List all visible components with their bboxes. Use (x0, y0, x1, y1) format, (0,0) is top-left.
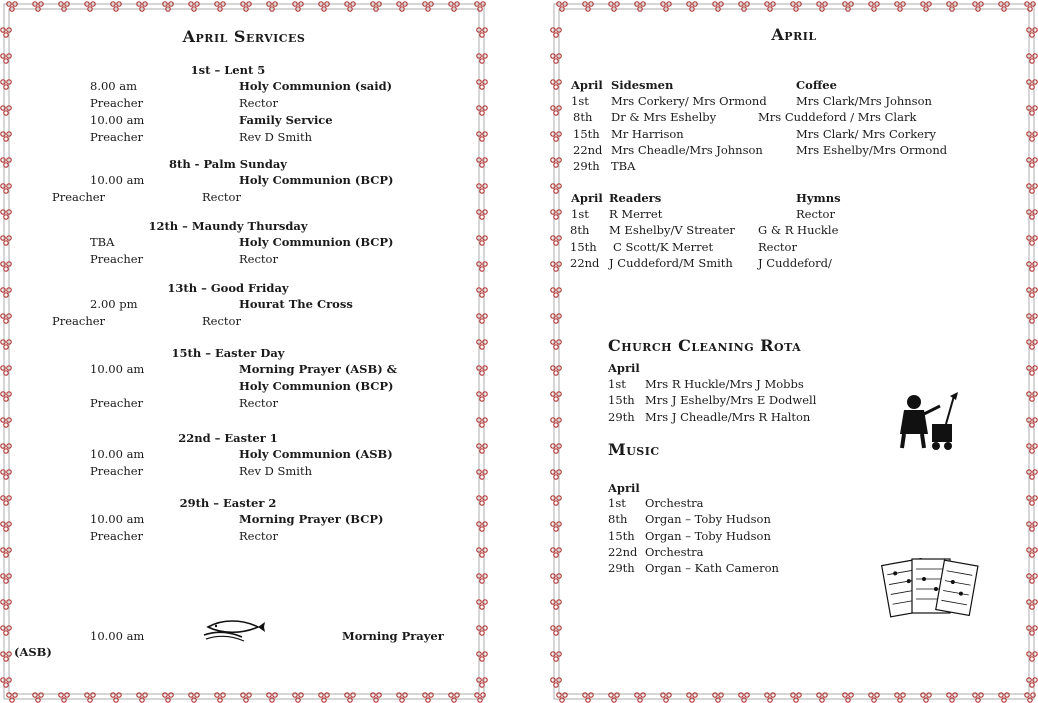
service-name: Rev D Smith (239, 464, 312, 478)
music-month: April (608, 481, 640, 495)
sidesmen-cell: Mrs Cheadle/Mrs Johnson (611, 142, 763, 157)
service-time: TBA (90, 235, 115, 249)
service-time: Preacher (90, 396, 144, 410)
fish-icon (202, 617, 266, 643)
readers-cell: 22nd (570, 255, 600, 270)
readers-cell: C Scott/K Merret (613, 239, 714, 254)
service-date: 13th – Good Friday (167, 281, 289, 295)
music-date: 22nd (608, 544, 638, 559)
cleaning-date: 1st (608, 377, 626, 391)
sidesmen-cell: Mrs Eshelby/Mrs Ormond (796, 142, 948, 157)
readers-cell: 8th (570, 223, 590, 238)
service-name: Holy Communion (BCP) (239, 173, 394, 187)
music-name: Organ – Toby Hudson (645, 528, 771, 543)
sidesmen-cell: 1st (571, 94, 589, 108)
cleaning-date: 15th (608, 393, 635, 408)
service-date: 29th – Easter 2 (179, 496, 277, 510)
sidesmen-cell: Mrs Clark/ Mrs Corkery (796, 126, 936, 141)
readers-cell: G & R Huckle (758, 223, 839, 238)
page-title: April Services (182, 27, 306, 46)
service-time: 2.00 pm (90, 297, 138, 311)
cleaning-name: Mrs R Huckle/Mrs J Mobbs (645, 377, 804, 391)
service-name: Rector (239, 529, 278, 543)
sidesmen-cell: Mrs Clark/Mrs Johnson (796, 94, 932, 108)
readers-cell: M Eshelby/V Streater (609, 223, 735, 238)
readers-cell: R Merret (609, 207, 663, 221)
readers-cell: 1st (571, 207, 589, 221)
readers-cell: J Cuddeford/ (758, 255, 832, 270)
service-time: Preacher (52, 314, 106, 328)
sidesmen-cell: Mr Harrison (611, 126, 684, 141)
cleaning-title: Church Cleaning Rota (608, 336, 802, 355)
cleaning-month: April (608, 361, 640, 375)
service-time: 10.00 am (90, 113, 145, 127)
readers-cell: Rector (796, 207, 835, 221)
page-title: April (771, 25, 817, 44)
readers-cell: 15th (570, 239, 597, 254)
service-name: Rector (239, 396, 278, 410)
service-time: 8.00 am (90, 79, 138, 93)
music-date: 29th (608, 561, 635, 576)
music-title: Music (608, 440, 660, 459)
readers-cell: J Cuddeford/M Smith (609, 255, 733, 270)
readers-cell: Rector (758, 239, 797, 254)
footer-service: Morning Prayer (342, 629, 444, 643)
sidesmen-cell: Dr & Mrs Eshelby (611, 110, 717, 125)
rota-page (550, 0, 1038, 703)
sheet-music-icon (880, 553, 980, 619)
service-name: Rector (239, 252, 278, 266)
cleaning-name: Mrs J Cheadle/Mrs R Halton (645, 409, 811, 424)
readers-header: Readers (609, 191, 662, 205)
sidesmen-cell: 29th (573, 159, 600, 174)
sidesmen-header: April (571, 78, 603, 92)
music-name: Organ – Kath Cameron (645, 561, 779, 576)
sidesmen-cell: Mrs Corkery/ Mrs Ormond (611, 94, 767, 108)
service-time: Preacher (90, 96, 144, 110)
service-time: 10.00 am (90, 512, 145, 526)
service-name: Holy Communion (BCP) (239, 379, 394, 393)
service-date: 8th - Palm Sunday (169, 157, 287, 171)
service-name: Holy Communion (ASB) (239, 447, 393, 461)
sidesmen-cell: 8th (573, 110, 593, 125)
service-name: Holy Communion (said) (239, 79, 393, 93)
service-time: Preacher (90, 529, 144, 543)
service-time: Preacher (52, 190, 106, 204)
sidesmen-cell: Mrs Cuddeford / Mrs Clark (758, 110, 917, 125)
sidesmen-cell: 22nd (573, 142, 603, 157)
music-date: 1st (608, 496, 626, 510)
music-date: 15th (608, 528, 635, 543)
readers-header: April (571, 191, 603, 205)
sidesmen-header: Coffee (796, 78, 837, 92)
music-date: 8th (608, 512, 628, 527)
cleaning-date: 29th (608, 409, 635, 424)
service-date: 15th – Easter Day (171, 346, 285, 360)
service-name: Hourat The Cross (239, 297, 353, 311)
service-name: Rev D Smith (239, 130, 312, 144)
service-name: Rector (202, 190, 241, 204)
service-time: Preacher (90, 464, 144, 478)
music-name: Organ – Toby Hudson (645, 512, 771, 527)
sidesmen-cell: TBA (611, 159, 636, 174)
service-name: Family Service (239, 113, 333, 127)
cleaning-name: Mrs J Eshelby/Mrs E Dodwell (645, 393, 817, 408)
service-name: Holy Communion (BCP) (239, 235, 394, 249)
cleaner-icon (894, 390, 962, 454)
service-time: Preacher (90, 130, 144, 144)
footer-time: 10.00 am (90, 629, 145, 643)
service-date: 1st – Lent 5 (190, 63, 266, 77)
sidesmen-header: Sidesmen (611, 78, 674, 92)
service-time: 10.00 am (90, 173, 145, 187)
service-name: Rector (239, 96, 278, 110)
service-date: 22nd – Easter 1 (178, 431, 278, 445)
services-page (0, 0, 488, 703)
service-time: 10.00 am (90, 362, 145, 376)
service-time: 10.00 am (90, 447, 145, 461)
service-name: Morning Prayer (ASB) & (239, 362, 398, 376)
sidesmen-cell: 15th (573, 126, 600, 141)
readers-header: Hymns (796, 191, 841, 205)
service-name: Morning Prayer (BCP) (239, 512, 384, 526)
footer-tail: (ASB) (14, 645, 52, 659)
service-name: Rector (202, 314, 241, 328)
music-name: Orchestra (645, 496, 704, 510)
service-time: Preacher (90, 252, 144, 266)
service-date: 12th – Maundy Thursday (148, 219, 308, 233)
music-name: Orchestra (645, 544, 704, 559)
